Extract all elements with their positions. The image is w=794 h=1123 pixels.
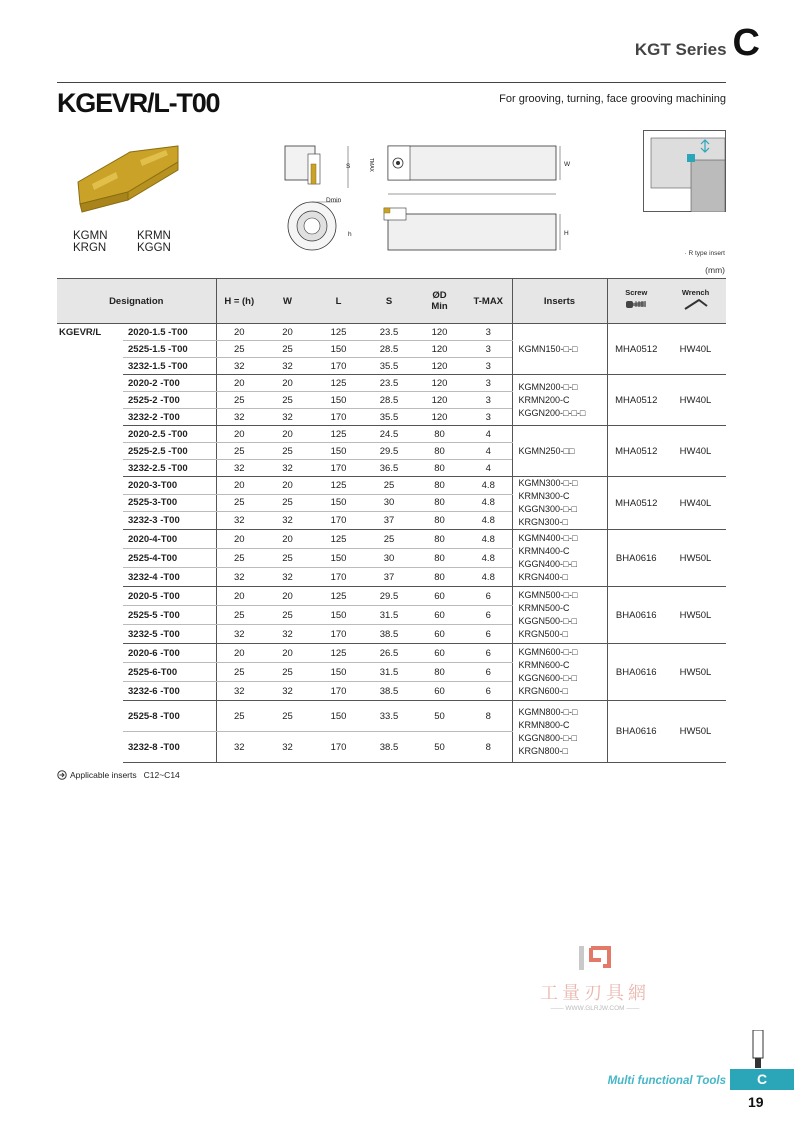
cell-w: 20	[262, 477, 313, 495]
cell-l: 125	[313, 477, 364, 495]
cell-l: 170	[313, 625, 364, 644]
cell-h: 32	[216, 409, 262, 426]
screw-cell: BHA0616	[607, 530, 665, 587]
inserts-cell	[512, 701, 607, 763]
cell-l: 125	[313, 375, 364, 392]
cell-h: 25	[216, 701, 262, 732]
wrench-cell: HW50L	[665, 587, 726, 644]
cell-s: 31.5	[364, 606, 414, 625]
insert-code: KGMN500-□-□	[518, 590, 578, 600]
cell-tmax: 4.8	[465, 530, 512, 549]
table-row	[57, 375, 726, 392]
designation-code: 2020-3-T00	[123, 477, 216, 495]
insert-code: KRMN600-C	[518, 660, 570, 670]
section-title: Multi functional Tools	[607, 1075, 726, 1087]
cell-l: 150	[313, 392, 364, 409]
machining-direction-diagram	[643, 130, 726, 212]
screw-cell: MHA0512	[607, 477, 665, 530]
insert-code: KRMN500-C	[518, 603, 570, 613]
cell-w: 20	[262, 426, 313, 443]
cell-l: 125	[313, 530, 364, 549]
cell-h: 20	[216, 375, 262, 392]
designation-code: 2525-2 -T00	[123, 392, 216, 409]
designation-code: 3232-1.5 -T00	[123, 358, 216, 375]
inserts-cell	[512, 375, 607, 426]
insert-code: KRMN400-C	[518, 546, 570, 556]
cell-h: 20	[216, 477, 262, 495]
designation-code: 2020-4-T00	[123, 530, 216, 549]
insert-code: KGMN400-□-□	[518, 533, 578, 543]
cell-od: 50	[414, 732, 465, 763]
unit-label: (mm)	[705, 265, 725, 275]
cell-w: 32	[262, 460, 313, 477]
cell-h: 20	[216, 324, 262, 341]
cell-tmax: 6	[465, 644, 512, 663]
cell-s: 37	[364, 512, 414, 530]
wrench-cell: HW40L	[665, 375, 726, 426]
drawing-label-tmax: TMAX	[368, 158, 374, 172]
col-wrench-label: Wrench	[681, 288, 710, 297]
cell-s: 29.5	[364, 587, 414, 606]
col-od-sub: Min	[431, 301, 448, 312]
cell-w: 20	[262, 530, 313, 549]
wrench-cell: HW40L	[665, 426, 726, 477]
table-row	[57, 530, 726, 549]
cell-l: 125	[313, 644, 364, 663]
cell-l: 150	[313, 701, 364, 732]
cell-od: 80	[414, 512, 465, 530]
section-tab: C	[730, 1069, 794, 1090]
wrench-cell: HW50L	[665, 530, 726, 587]
table-row	[57, 477, 726, 495]
cell-od: 120	[414, 375, 465, 392]
cell-h: 25	[216, 606, 262, 625]
insert-code: KGGN300-□-□	[518, 504, 577, 514]
insert-name: KRMN	[137, 230, 171, 242]
cell-l: 150	[313, 443, 364, 460]
cell-s: 31.5	[364, 663, 414, 682]
cell-h: 25	[216, 341, 262, 358]
cell-l: 150	[313, 549, 364, 568]
cell-od: 80	[414, 426, 465, 443]
screw-cell: BHA0616	[607, 701, 665, 763]
cell-w: 25	[262, 549, 313, 568]
cell-l: 150	[313, 663, 364, 682]
cell-w: 32	[262, 358, 313, 375]
cell-od: 80	[414, 494, 465, 512]
cell-s: 36.5	[364, 460, 414, 477]
col-screw-label: Screw	[625, 288, 648, 297]
cell-h: 32	[216, 460, 262, 477]
cell-w: 25	[262, 494, 313, 512]
table-row	[57, 587, 726, 606]
cell-s: 30	[364, 494, 414, 512]
screw-cell: MHA0512	[607, 426, 665, 477]
inserts-cell	[512, 324, 607, 375]
cell-od: 120	[414, 392, 465, 409]
drawing-label-s: S	[346, 163, 351, 170]
cell-od: 60	[414, 606, 465, 625]
cell-s: 38.5	[364, 682, 414, 701]
inserts-cell	[512, 644, 607, 701]
series-label: KGT Series	[634, 40, 727, 59]
drawing-label-dmin: Dmin	[326, 197, 342, 204]
cell-w: 25	[262, 443, 313, 460]
cell-s: 23.5	[364, 324, 414, 341]
cell-tmax: 6	[465, 625, 512, 644]
designation-code: 2525-4-T00	[123, 549, 216, 568]
page-subtitle: For grooving, turning, face grooving machining	[499, 93, 726, 105]
cell-h: 32	[216, 682, 262, 701]
designation-code: 3232-4 -T00	[123, 568, 216, 587]
insert-name: KRGN	[73, 242, 107, 254]
cell-od: 120	[414, 341, 465, 358]
cell-tmax: 3	[465, 409, 512, 426]
cell-h: 25	[216, 494, 262, 512]
insert-code: KGMN200-□-□	[518, 381, 578, 392]
wrench-cell: HW40L	[665, 324, 726, 375]
cell-od: 50	[414, 701, 465, 732]
footnote-pages: C12~C14	[143, 770, 180, 780]
col-od-label: ØD	[432, 290, 447, 301]
table-header-row	[57, 279, 726, 324]
cell-h: 32	[216, 358, 262, 375]
cell-od: 80	[414, 443, 465, 460]
designation-code: 3232-2.5 -T00	[123, 460, 216, 477]
designation-code: 3232-6 -T00	[123, 682, 216, 701]
insert-code: KGGN200-□-□-□	[518, 407, 586, 418]
insert-code: KRGN800-□	[518, 745, 568, 756]
reference-arrow-icon	[57, 770, 67, 780]
insert-code: KRMN300-C	[518, 491, 570, 501]
insert-code: KRGN600-□	[518, 686, 568, 696]
header-divider	[57, 82, 726, 83]
cell-w: 20	[262, 644, 313, 663]
insert-code: KRMN800-C	[518, 719, 570, 730]
screw-cell: BHA0616	[607, 644, 665, 701]
col-h: H = (h)	[216, 279, 262, 324]
section-letter: C	[732, 22, 760, 64]
cell-l: 170	[313, 460, 364, 477]
designation-code: 2525-6-T00	[123, 663, 216, 682]
cell-l: 125	[313, 426, 364, 443]
screw-cell: MHA0512	[607, 324, 665, 375]
table-row	[57, 324, 726, 341]
col-wrench	[665, 279, 726, 324]
table-row	[57, 701, 726, 732]
cell-s: 37	[364, 568, 414, 587]
cell-s: 35.5	[364, 358, 414, 375]
insert-name: KGMN	[73, 230, 108, 242]
cell-s: 38.5	[364, 732, 414, 763]
cell-tmax: 3	[465, 358, 512, 375]
designation-code: 2020-5 -T00	[123, 587, 216, 606]
table-row	[57, 644, 726, 663]
cell-l: 125	[313, 587, 364, 606]
col-tmax: T-MAX	[465, 279, 512, 324]
cell-w: 32	[262, 409, 313, 426]
watermark-logo-icon	[575, 942, 615, 974]
wrench-cell: HW50L	[665, 701, 726, 763]
series-header	[635, 24, 760, 62]
designation-code: 2525-8 -T00	[123, 701, 216, 732]
cell-w: 25	[262, 606, 313, 625]
designation-code: 2020-2.5 -T00	[123, 426, 216, 443]
cell-tmax: 4	[465, 460, 512, 477]
inserts-cell	[512, 587, 607, 644]
designation-code: 2525-3-T00	[123, 494, 216, 512]
cell-s: 29.5	[364, 443, 414, 460]
cell-od: 80	[414, 530, 465, 549]
drawing-label-h: H	[564, 230, 569, 237]
cell-od: 120	[414, 324, 465, 341]
cell-l: 150	[313, 494, 364, 512]
cell-s: 28.5	[364, 341, 414, 358]
cell-h: 25	[216, 392, 262, 409]
grooving-tool-icon	[748, 1030, 768, 1070]
screw-icon	[624, 297, 648, 311]
table-row	[57, 426, 726, 443]
watermark	[520, 942, 670, 1012]
cell-od: 60	[414, 625, 465, 644]
cell-tmax: 8	[465, 701, 512, 732]
insert-code: KGGN500-□-□	[518, 616, 577, 626]
cell-s: 26.5	[364, 644, 414, 663]
cell-h: 20	[216, 530, 262, 549]
insert-code: KGMN300-□-□	[518, 478, 578, 488]
cell-s: 30	[364, 549, 414, 568]
screw-cell: MHA0512	[607, 375, 665, 426]
cell-od: 80	[414, 568, 465, 587]
inserts-cell	[512, 477, 607, 530]
cell-s: 35.5	[364, 409, 414, 426]
insert-code: KRGN300-□	[518, 517, 568, 527]
cell-w: 25	[262, 341, 313, 358]
cell-h: 25	[216, 443, 262, 460]
family-cell: KGEVR/L	[59, 327, 102, 338]
cell-tmax: 6	[465, 663, 512, 682]
cell-s: 24.5	[364, 426, 414, 443]
cell-l: 170	[313, 568, 364, 587]
cell-l: 150	[313, 606, 364, 625]
col-s: S	[364, 279, 414, 324]
cell-w: 20	[262, 375, 313, 392]
cell-tmax: 3	[465, 341, 512, 358]
cell-l: 170	[313, 409, 364, 426]
cell-tmax: 4	[465, 426, 512, 443]
cell-h: 25	[216, 663, 262, 682]
r-type-note: · R type insert	[684, 250, 725, 257]
watermark-cn: 工量刃具網	[540, 983, 650, 1003]
cell-h: 32	[216, 568, 262, 587]
page-title: KGEVR/L-T00	[57, 88, 220, 118]
insert-code: KGMN150-□-□	[518, 343, 578, 354]
designation-code: 2020-6 -T00	[123, 644, 216, 663]
wrench-icon	[683, 297, 709, 311]
cell-tmax: 4.8	[465, 494, 512, 512]
cell-tmax: 6	[465, 682, 512, 701]
insert-code: KRGN400-□	[518, 572, 568, 582]
insert-code: KGMN250-□□	[518, 445, 575, 456]
designation-code: 3232-5 -T00	[123, 625, 216, 644]
insert-names-col2	[137, 230, 171, 254]
cell-h: 32	[216, 512, 262, 530]
col-designation: Designation	[57, 279, 216, 324]
cell-od: 60	[414, 682, 465, 701]
drawing-label-h-lower: h	[348, 231, 352, 238]
designation-code: 2525-2.5 -T00	[123, 443, 216, 460]
cell-s: 38.5	[364, 625, 414, 644]
col-w: W	[262, 279, 313, 324]
screw-cell: BHA0616	[607, 587, 665, 644]
cell-tmax: 3	[465, 324, 512, 341]
cell-s: 25	[364, 477, 414, 495]
cell-od: 120	[414, 358, 465, 375]
cell-l: 170	[313, 512, 364, 530]
cell-w: 32	[262, 568, 313, 587]
cell-tmax: 6	[465, 606, 512, 625]
cell-w: 25	[262, 663, 313, 682]
cell-tmax: 3	[465, 375, 512, 392]
cell-w: 25	[262, 701, 313, 732]
cell-od: 80	[414, 460, 465, 477]
footnote-text: Applicable inserts	[70, 770, 137, 780]
cell-h: 20	[216, 587, 262, 606]
insert-code: KGMN600-□-□	[518, 647, 578, 657]
cell-w: 32	[262, 732, 313, 763]
col-inserts: Inserts	[512, 279, 607, 324]
cell-w: 25	[262, 392, 313, 409]
designation-code: 3232-2 -T00	[123, 409, 216, 426]
cell-od: 120	[414, 409, 465, 426]
cell-l: 125	[313, 324, 364, 341]
cell-tmax: 3	[465, 392, 512, 409]
insert-names-col1	[73, 230, 108, 254]
cell-s: 33.5	[364, 701, 414, 732]
cell-tmax: 4.8	[465, 512, 512, 530]
col-l: L	[313, 279, 364, 324]
cell-od: 80	[414, 663, 465, 682]
cell-tmax: 4.8	[465, 568, 512, 587]
applicable-inserts-note	[57, 770, 180, 780]
designation-code: 2020-1.5 -T00	[123, 324, 216, 341]
wrench-cell: HW50L	[665, 644, 726, 701]
cell-od: 60	[414, 587, 465, 606]
cell-h: 25	[216, 549, 262, 568]
cell-od: 80	[414, 477, 465, 495]
insert-name: KGGN	[137, 242, 171, 254]
cell-tmax: 4	[465, 443, 512, 460]
insert-code: KGGN400-□-□	[518, 559, 577, 569]
col-od	[414, 279, 465, 324]
insert-code: KGMN800-□-□	[518, 706, 578, 717]
insert-code: KGGN800-□-□	[518, 732, 577, 743]
cell-s: 23.5	[364, 375, 414, 392]
cell-tmax: 4.8	[465, 549, 512, 568]
insert-illustration	[70, 142, 185, 217]
cell-w: 32	[262, 625, 313, 644]
inserts-cell	[512, 530, 607, 587]
designation-code: 2020-2 -T00	[123, 375, 216, 392]
cell-s: 28.5	[364, 392, 414, 409]
page-number: 19	[748, 1094, 764, 1110]
insert-code: KGGN600-□-□	[518, 673, 577, 683]
cell-l: 170	[313, 682, 364, 701]
drawing-label-w: W	[564, 161, 571, 168]
inserts-cell	[512, 426, 607, 477]
cell-l: 150	[313, 341, 364, 358]
cell-w: 32	[262, 512, 313, 530]
cell-h: 32	[216, 625, 262, 644]
cell-h: 32	[216, 732, 262, 763]
designation-code: 3232-3 -T00	[123, 512, 216, 530]
cell-tmax: 8	[465, 732, 512, 763]
cell-l: 170	[313, 732, 364, 763]
watermark-url: —— WWW.GLRJW.COM ——	[550, 1005, 640, 1012]
designation-code: 2525-1.5 -T00	[123, 341, 216, 358]
cell-od: 80	[414, 549, 465, 568]
holder-drawing	[270, 138, 590, 256]
cell-l: 170	[313, 358, 364, 375]
spec-table	[57, 278, 726, 763]
cell-w: 32	[262, 682, 313, 701]
cell-w: 20	[262, 324, 313, 341]
insert-code: KRGN500-□	[518, 629, 568, 639]
insert-code: KRMN200-C	[518, 394, 570, 405]
cell-h: 20	[216, 644, 262, 663]
designation-code: 3232-8 -T00	[123, 732, 216, 763]
cell-h: 20	[216, 426, 262, 443]
cell-tmax: 4.8	[465, 477, 512, 495]
cell-od: 60	[414, 644, 465, 663]
cell-w: 20	[262, 587, 313, 606]
cell-tmax: 6	[465, 587, 512, 606]
cell-s: 25	[364, 530, 414, 549]
designation-code: 2525-5 -T00	[123, 606, 216, 625]
col-screw	[607, 279, 665, 324]
wrench-cell: HW40L	[665, 477, 726, 530]
